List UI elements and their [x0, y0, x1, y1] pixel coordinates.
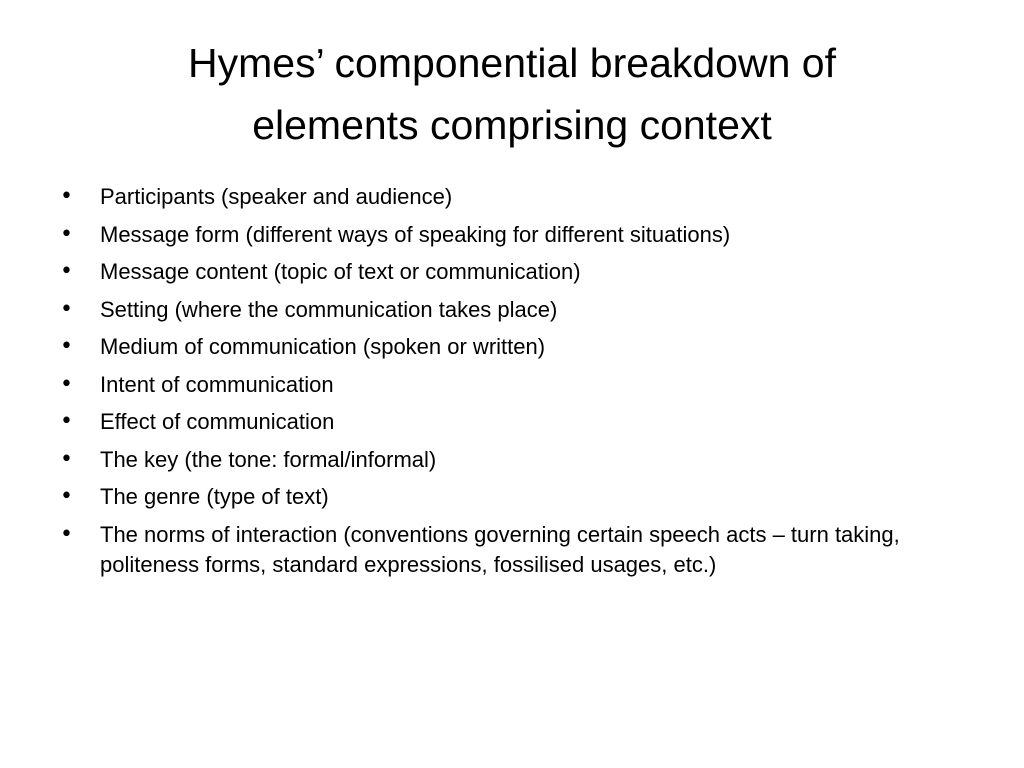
list-item — [58, 257, 970, 287]
list-item-text: Intent of communication — [100, 371, 334, 397]
list-item-text: The norms of interaction (conventions governing certain speech acts – turn taking, politeness forms, standard expressions, fossilised usages, etc.) — [100, 521, 900, 577]
bullet-icon: • — [60, 184, 73, 209]
bullet-icon: • — [60, 371, 73, 397]
bullet-icon: • — [60, 296, 73, 322]
bullet-icon: • — [60, 334, 73, 359]
list-item — [58, 182, 970, 212]
list-item — [58, 220, 970, 250]
bullet-icon: • — [60, 221, 73, 247]
list-item — [58, 295, 970, 325]
list-item — [58, 520, 970, 580]
list-item — [58, 332, 970, 362]
bullet-icon: • — [60, 484, 73, 509]
bullet-icon: • — [60, 521, 73, 547]
list-item — [58, 407, 970, 437]
list-item-text: Medium of communication (spoken or written) — [100, 334, 546, 359]
list-item-text: The key (the tone: formal/informal) — [100, 446, 437, 472]
list-item — [58, 445, 970, 475]
list-item-text: Effect of communication — [100, 409, 335, 434]
list-item-text: Setting (where the communication takes place) — [100, 296, 558, 322]
slide-title: Hymes’ componential breakdown of elements comprising context — [188, 40, 836, 148]
list-item-text: The genre (type of text) — [100, 484, 329, 509]
bullet-list — [58, 182, 970, 587]
bullet-icon: • — [60, 446, 73, 472]
list-item-text: Message form (different ways of speaking for different situations) — [100, 221, 731, 247]
list-item-text: Message content (topic of text or communication) — [100, 259, 581, 284]
list-item — [58, 370, 970, 400]
bullet-icon: • — [60, 259, 73, 284]
bullet-icon: • — [60, 409, 73, 434]
list-item — [58, 482, 970, 512]
list-item-text: Participants (speaker and audience) — [100, 184, 453, 209]
